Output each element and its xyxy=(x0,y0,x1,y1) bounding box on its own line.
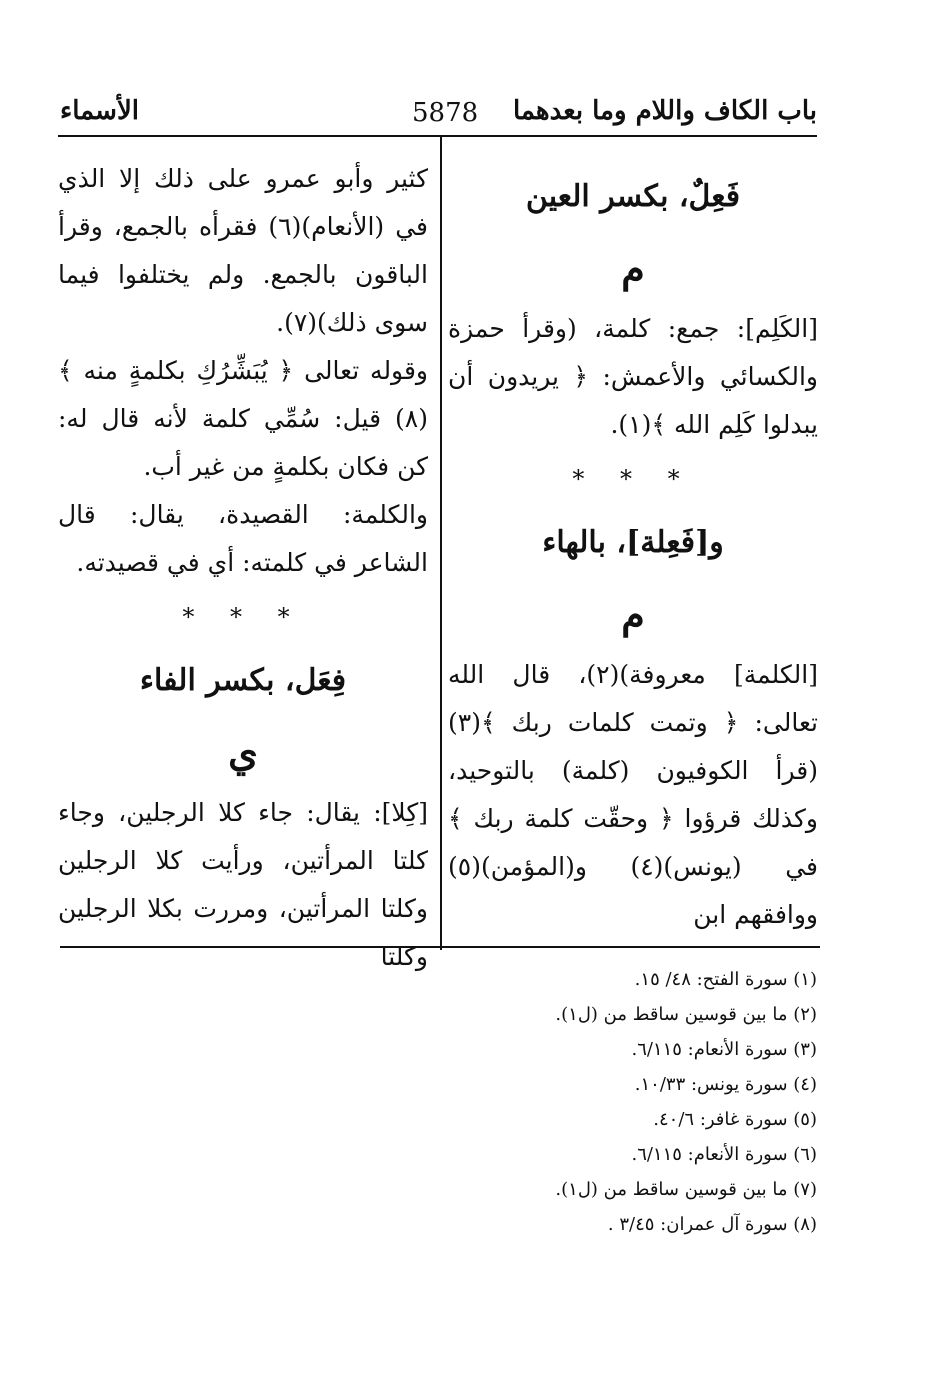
footnote: (٤) سورة يونس: ١٠/٣٣. xyxy=(634,1074,817,1095)
entry-paragraph: وقوله تعالى ﴿ يُبَشِّرُكِ بكلمةٍ منه ﴾(٨) قيل: سُمِّي كلمة لأنه قال له: كن فكان بكلمةٍ من غير أب. xyxy=(58,356,428,481)
running-header-section: الأسماء xyxy=(60,96,140,126)
header-rule xyxy=(58,135,817,137)
footnote: (٨) سورة آل عمران: ٣/٤٥ . xyxy=(607,1214,817,1235)
root-letter: م xyxy=(621,246,645,291)
page-number: 5878 xyxy=(412,98,479,128)
section-heading: فِعَل، بكسر الفاء xyxy=(139,663,347,698)
right-column xyxy=(448,155,818,939)
section-heading: و[فَعِلة]، بالهاء xyxy=(542,525,724,560)
root-letter: ي xyxy=(228,730,258,775)
column-divider xyxy=(440,137,442,950)
left-column xyxy=(58,155,428,981)
section-separator: * * * xyxy=(182,603,304,631)
entry-paragraph: كثير وأبو عمرو على ذلك إلا الذي في (الأنعام)(٦) فقرأه بالجمع، وقرأ الباقون بالجمع. ولم يختلفوا فيما سوى ذلك)(٧). xyxy=(58,164,428,337)
entry-paragraph: [الكلمة] معروفة)(٢)، قال الله تعالى: ﴿ وتمت كلمات ربك ﴾(٣) (قرأ الكوفيون (كلمة) بالتوحيد، وكذلك قرؤوا ﴿ وحقّت كلمة ربك ﴾ في (يونس)(٤) و(المؤمن)(٥) ووافقهم ابن xyxy=(448,660,819,929)
footnote: (٥) سورة غافر: ٤٠/٦. xyxy=(653,1109,817,1130)
running-header-chapter: باب الكاف واللام وما بعدهما xyxy=(512,96,817,126)
footnote: (١) سورة الفتح: ٤٨/ ١٥. xyxy=(634,969,817,990)
footnote: (٧) ما بين قوسين ساقط من (ل١). xyxy=(555,1179,817,1200)
footnote: (٢) ما بين قوسين ساقط من (ل١). xyxy=(555,1004,817,1025)
footnote: (٦) سورة الأنعام: ٦/١١٥. xyxy=(631,1144,817,1165)
entry-paragraph: والكلمة: القصيدة، يقال: قال الشاعر في كلمته: أي في قصيدته. xyxy=(58,500,428,577)
entry-paragraph: [كِلا]: يقال: جاء كلا الرجلين، وجاء كلتا المرأتين، ورأيت كلا الرجلين وكلتا المرأتين، ومررت بكلا الرجلين وكلتا xyxy=(58,798,428,971)
section-separator: * * * xyxy=(572,465,694,493)
root-letter: م xyxy=(621,592,645,637)
entry-paragraph: [الكَلِم]: جمع: كلمة، (وقرأ حمزة والكسائي والأعمش: ﴿ يريدون أن يبدلوا كَلِم الله ﴾(١). xyxy=(448,314,818,439)
section-heading: فَعِلٌ، بكسر العين xyxy=(525,179,741,214)
footnote: (٣) سورة الأنعام: ٦/١١٥. xyxy=(631,1039,817,1060)
footnotes xyxy=(397,962,817,1242)
